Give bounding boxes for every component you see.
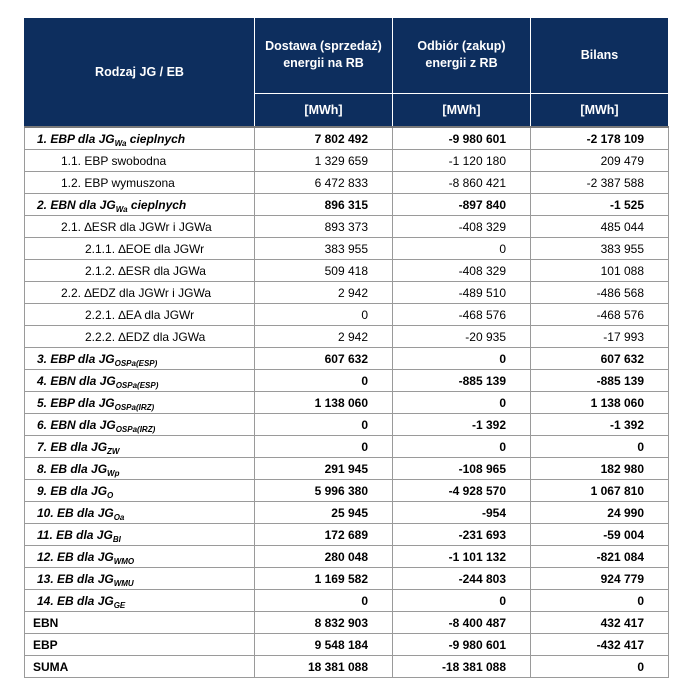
row-name: 9. EB dla JG — [37, 483, 108, 498]
table-row — [25, 458, 669, 480]
summary-name: SUMA — [25, 656, 255, 678]
table-row — [25, 238, 669, 260]
summary-odbior: -8 400 487 — [393, 612, 531, 634]
bilans-value: -486 568 — [531, 282, 669, 304]
odbior-value: -108 965 — [393, 458, 531, 480]
row-name-suffix: cieplnych — [127, 197, 187, 212]
row-name: 4. EBN dla JG — [37, 373, 116, 388]
row-name: 3. EBP dla JG — [37, 351, 115, 366]
row-name-subscript: Wp — [107, 468, 120, 478]
row-name: 8. EB dla JG — [37, 461, 108, 476]
dostawa-value: 1 138 060 — [255, 392, 393, 414]
dostawa-value: 7 802 492 — [255, 127, 393, 150]
table-row — [25, 414, 669, 436]
summary-dostawa: 9 548 184 — [255, 634, 393, 656]
summary-bilans: 0 — [531, 656, 669, 678]
bilans-value: 24 990 — [531, 502, 669, 524]
dostawa-value: 0 — [255, 590, 393, 612]
dostawa-value: 893 373 — [255, 216, 393, 238]
odbior-value: -231 693 — [393, 524, 531, 546]
summary-name: EBP — [25, 634, 255, 656]
row-name-cell — [25, 480, 255, 502]
row-name: 2. EBN dla JG — [37, 197, 116, 212]
row-name: 1. EBP dla JG — [37, 131, 115, 146]
table-row — [25, 348, 669, 370]
row-name-subscript: Wa — [114, 138, 127, 148]
row-name: 1.1. EBP swobodna — [61, 153, 167, 168]
table-row — [25, 370, 669, 392]
row-name: 12. EB dla JG — [37, 549, 114, 564]
row-name: 6. EBN dla JG — [37, 417, 116, 432]
odbior-value: -489 510 — [393, 282, 531, 304]
bilans-value: -2 178 109 — [531, 127, 669, 150]
table-row — [25, 436, 669, 458]
row-name-cell — [25, 260, 255, 282]
odbior-value: 0 — [393, 392, 531, 414]
row-name: 13. EB dla JG — [37, 571, 114, 586]
row-name-subscript: O — [107, 490, 114, 500]
unit-odbior: [MWh] — [393, 93, 531, 127]
unit-dostawa: [MWh] — [255, 93, 393, 127]
dostawa-value: 0 — [255, 370, 393, 392]
odbior-value: -897 840 — [393, 194, 531, 216]
row-name-cell — [25, 216, 255, 238]
bilans-value: 182 980 — [531, 458, 669, 480]
row-name-subscript: Wa — [115, 204, 128, 214]
bilans-value: 0 — [531, 590, 669, 612]
table-row — [25, 392, 669, 414]
table-row — [25, 524, 669, 546]
summary-row — [25, 612, 669, 634]
table-row — [25, 150, 669, 172]
row-name-subscript: BI — [112, 534, 121, 544]
odbior-value: -885 139 — [393, 370, 531, 392]
header-dostawa-line1: Dostawa (sprzedaż) — [265, 39, 382, 54]
odbior-value: -408 329 — [393, 260, 531, 282]
energy-balance-table-container — [24, 17, 669, 678]
row-name-subscript: OSPa(IRZ) — [114, 402, 155, 412]
row-name-cell — [25, 370, 255, 392]
table-row — [25, 282, 669, 304]
unit-bilans: [MWh] — [531, 93, 669, 127]
dostawa-value: 2 942 — [255, 282, 393, 304]
bilans-value: 0 — [531, 436, 669, 458]
row-name-cell — [25, 172, 255, 194]
header-odbior — [393, 18, 531, 94]
row-name: 11. EB dla JG — [37, 527, 113, 542]
odbior-value: 0 — [393, 348, 531, 370]
dostawa-value: 2 942 — [255, 326, 393, 348]
dostawa-value: 1 329 659 — [255, 150, 393, 172]
row-name-subscript: OSPa(ESP) — [115, 380, 159, 390]
odbior-value: -4 928 570 — [393, 480, 531, 502]
header-odbior-line2: energii z RB — [425, 56, 498, 71]
dostawa-value: 5 996 380 — [255, 480, 393, 502]
summary-row — [25, 634, 669, 656]
row-name-subscript: Oa — [113, 512, 125, 522]
row-name-cell — [25, 238, 255, 260]
table-row — [25, 304, 669, 326]
row-name-cell — [25, 326, 255, 348]
bilans-value: -17 993 — [531, 326, 669, 348]
row-name: 1.2. EBP wymuszona — [61, 175, 175, 190]
bilans-value: 1 067 810 — [531, 480, 669, 502]
summary-row — [25, 656, 669, 678]
odbior-value: -1 392 — [393, 414, 531, 436]
row-name-cell — [25, 524, 255, 546]
row-name: 2.1.1. ∆EOE dla JGWr — [85, 241, 205, 256]
dostawa-value: 291 945 — [255, 458, 393, 480]
row-name-subscript: WMO — [113, 556, 135, 566]
row-name-subscript: OSPa(ESP) — [114, 358, 158, 368]
dostawa-value: 0 — [255, 304, 393, 326]
bilans-value: -468 576 — [531, 304, 669, 326]
table-body — [25, 127, 669, 678]
bilans-value: 1 138 060 — [531, 392, 669, 414]
odbior-value: 0 — [393, 436, 531, 458]
dostawa-value: 896 315 — [255, 194, 393, 216]
header-odbior-line1: Odbiór (zakup) — [417, 39, 506, 54]
row-name: 10. EB dla JG — [37, 505, 114, 520]
header-type-label: Rodzaj JG / EB — [95, 65, 184, 79]
table-row — [25, 216, 669, 238]
row-name: 2.2.1. ∆EA dla JGWr — [85, 307, 195, 322]
dostawa-value: 383 955 — [255, 238, 393, 260]
row-name: 2.2.2. ∆EDZ dla JGWa — [85, 329, 206, 344]
summary-odbior: -18 381 088 — [393, 656, 531, 678]
table-row — [25, 568, 669, 590]
row-name-cell — [25, 436, 255, 458]
row-name-cell — [25, 568, 255, 590]
row-name-cell — [25, 127, 255, 150]
row-name: 2.2. ∆EDZ dla JGWr i JGWa — [61, 285, 212, 300]
row-name-subscript: WMU — [113, 578, 134, 588]
table-row — [25, 326, 669, 348]
table-row — [25, 546, 669, 568]
odbior-value: -20 935 — [393, 326, 531, 348]
row-name-suffix: cieplnych — [126, 131, 186, 146]
odbior-value: 0 — [393, 590, 531, 612]
bilans-value: 485 044 — [531, 216, 669, 238]
summary-dostawa: 8 832 903 — [255, 612, 393, 634]
dostawa-value: 172 689 — [255, 524, 393, 546]
row-name-cell — [25, 546, 255, 568]
odbior-value: -244 803 — [393, 568, 531, 590]
row-name-cell — [25, 590, 255, 612]
dostawa-value: 6 472 833 — [255, 172, 393, 194]
table-row — [25, 260, 669, 282]
bilans-value: 607 632 — [531, 348, 669, 370]
row-name: 7. EB dla JG — [37, 439, 108, 454]
bilans-value: 383 955 — [531, 238, 669, 260]
bilans-value: -885 139 — [531, 370, 669, 392]
header-bilans-label: Bilans — [580, 47, 619, 62]
row-name-cell — [25, 392, 255, 414]
bilans-value: -59 004 — [531, 524, 669, 546]
summary-dostawa: 18 381 088 — [255, 656, 393, 678]
row-name-subscript: GE — [113, 600, 126, 610]
summary-bilans: -432 417 — [531, 634, 669, 656]
header-type — [25, 18, 255, 128]
row-name-cell — [25, 282, 255, 304]
row-name-cell — [25, 458, 255, 480]
dostawa-value: 1 169 582 — [255, 568, 393, 590]
row-name: 14. EB dla JG — [37, 593, 114, 608]
bilans-value: -1 392 — [531, 414, 669, 436]
odbior-value: -9 980 601 — [393, 127, 531, 150]
summary-name: EBN — [25, 612, 255, 634]
odbior-value: -954 — [393, 502, 531, 524]
row-name: 2.1.2. ∆ESR dla JGWa — [85, 263, 206, 278]
summary-bilans: 432 417 — [531, 612, 669, 634]
row-name-cell — [25, 348, 255, 370]
odbior-value: -1 120 180 — [393, 150, 531, 172]
dostawa-value: 25 945 — [255, 502, 393, 524]
bilans-value: 101 088 — [531, 260, 669, 282]
row-name-cell — [25, 414, 255, 436]
summary-odbior: -9 980 601 — [393, 634, 531, 656]
row-name: 5. EBP dla JG — [37, 395, 115, 410]
table-row — [25, 127, 669, 150]
row-name-cell — [25, 304, 255, 326]
dostawa-value: 280 048 — [255, 546, 393, 568]
bilans-value: -821 084 — [531, 546, 669, 568]
row-name-subscript: OSPa(IRZ) — [115, 424, 156, 434]
odbior-value: -8 860 421 — [393, 172, 531, 194]
dostawa-value: 607 632 — [255, 348, 393, 370]
bilans-value: -2 387 588 — [531, 172, 669, 194]
header-dostawa — [255, 18, 393, 94]
bilans-value: 209 479 — [531, 150, 669, 172]
header-bilans — [531, 18, 669, 94]
header-dostawa-line2: energii na RB — [283, 56, 364, 71]
row-name-cell — [25, 502, 255, 524]
energy-balance-table — [24, 17, 669, 678]
bilans-value: 924 779 — [531, 568, 669, 590]
odbior-value: 0 — [393, 238, 531, 260]
table-row — [25, 172, 669, 194]
odbior-value: -1 101 132 — [393, 546, 531, 568]
dostawa-value: 0 — [255, 414, 393, 436]
row-name-cell — [25, 150, 255, 172]
dostawa-value: 0 — [255, 436, 393, 458]
table-row — [25, 590, 669, 612]
table-row — [25, 194, 669, 216]
dostawa-value: 509 418 — [255, 260, 393, 282]
row-name-subscript: ZW — [107, 446, 120, 456]
row-name: 2.1. ∆ESR dla JGWr i JGWa — [61, 219, 212, 234]
odbior-value: -408 329 — [393, 216, 531, 238]
table-row — [25, 502, 669, 524]
bilans-value: -1 525 — [531, 194, 669, 216]
row-name-cell — [25, 194, 255, 216]
table-row — [25, 480, 669, 502]
odbior-value: -468 576 — [393, 304, 531, 326]
